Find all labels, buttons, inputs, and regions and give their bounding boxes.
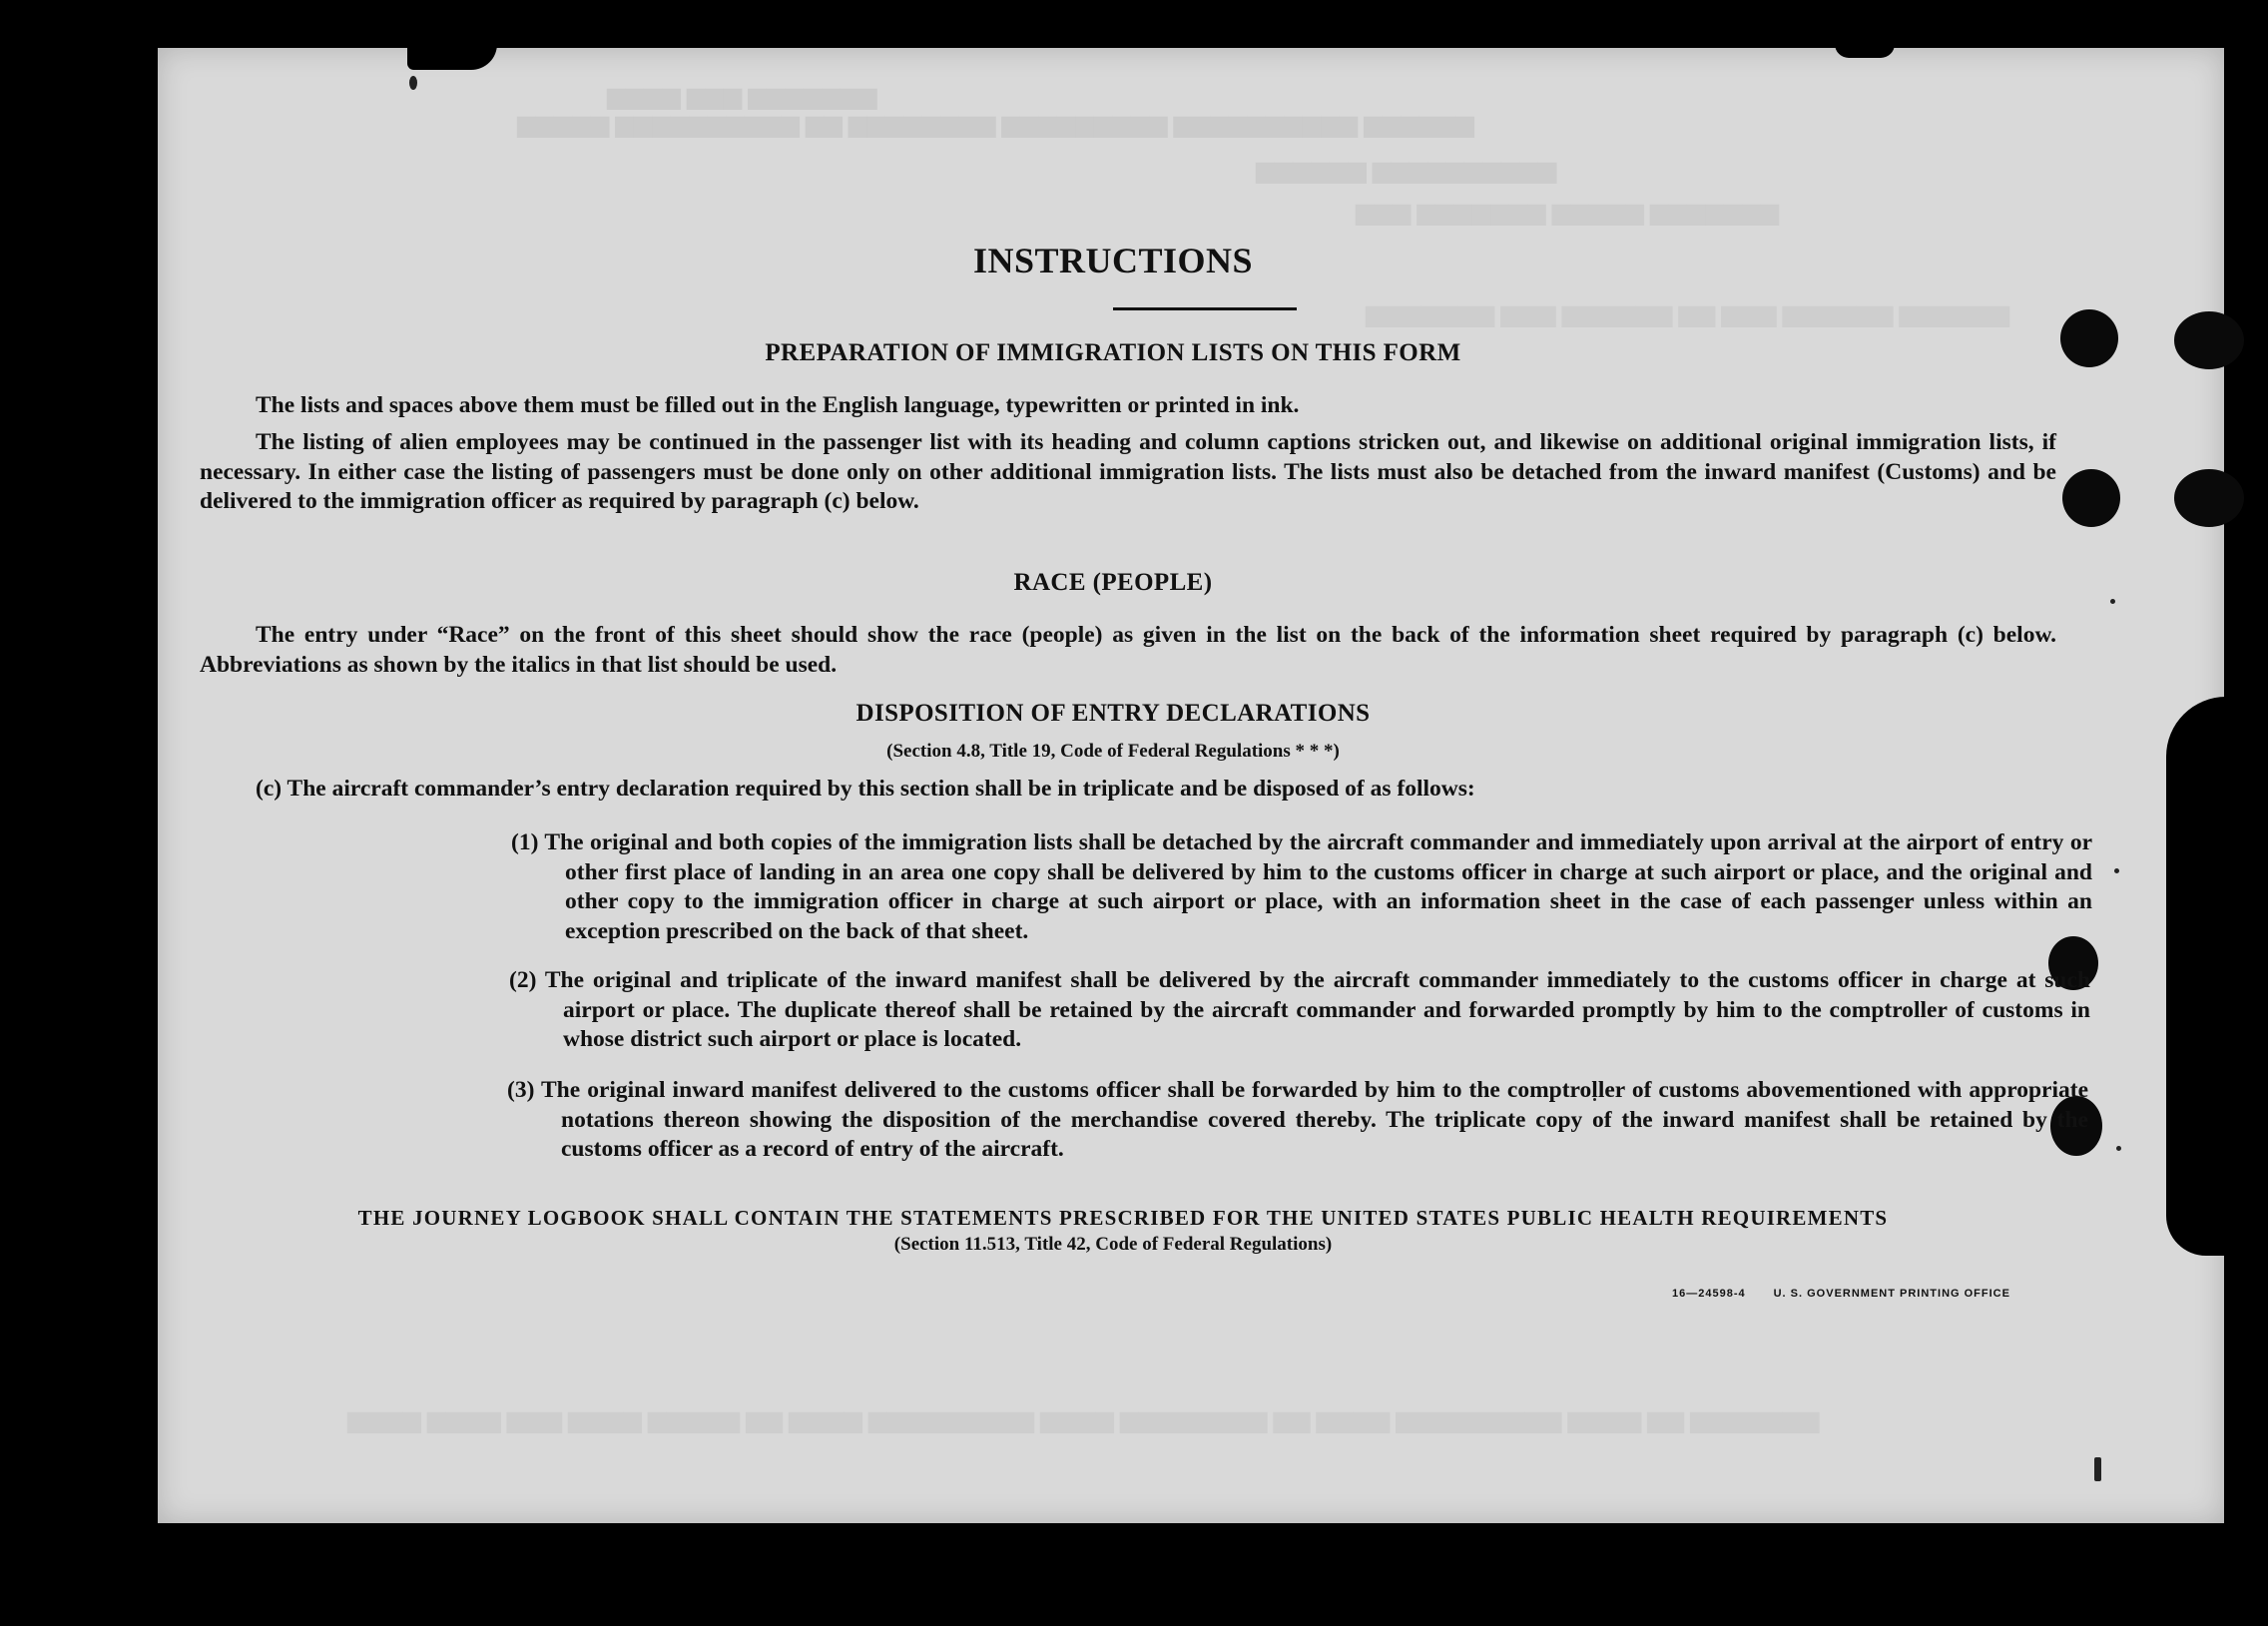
- speck: [2114, 868, 2119, 873]
- speck: [409, 76, 417, 90]
- section-citation: (Section 4.8, Title 19, Code of Federal Regulations * * *): [886, 741, 1340, 762]
- bleed-through-text: ▆▆▆ ▆▆▆▆▆▆▆ ▆▆▆▆▆ ▆▆▆▆▆▆▆: [1356, 200, 1780, 226]
- list-item: (1) The original and both copies of the immigration lists shall be detached by the aircraft commander and immediately upon arrival at the airport of entry or other first place of landing in an area one copy shall be delivered by him to the customs officer in charge at such airport or place, and the original and other copy to the immigration officer in charge at such airport or place, with an information sheet in the case of each passenger unless within an exception prescribed on the back of that sheet.: [511, 829, 2092, 944]
- paragraph: The listing of alien employees may be continued in the passenger list with its heading and column captions stricken out, and likewise on additional original immigration lists, if necessary. In either case the listing of passengers must be done only on other additional immigration lists. The lists must also be detached from the inward manifest (Customs) and be delivered to the immigration officer as required by paragraph (c) below.: [200, 429, 2056, 514]
- bleed-through-text: ▆▆▆▆▆▆ ▆▆▆▆▆▆▆▆▆▆: [1256, 158, 1557, 184]
- speck: [2110, 599, 2115, 604]
- title-underline: [1113, 307, 1297, 310]
- torn-edge: [1835, 44, 1895, 58]
- form-number: 16—24598-4: [1672, 1288, 1746, 1300]
- punch-hole: [2060, 309, 2118, 367]
- speck: [2116, 1146, 2121, 1151]
- paragraph: (c) The aircraft commander’s entry declaration required by this section shall be in triplicate and be disposed of as follows:: [256, 776, 1475, 802]
- section-heading-immigration-lists: PREPARATION OF IMMIGRATION LISTS ON THIS FORM: [765, 339, 1461, 366]
- speck: [2094, 1457, 2101, 1481]
- list-item: (3) The original inward manifest delivered to the customs officer shall be forwarded by him to the comptroller of customs abovementioned with appropriate notations thereon showing the disposition of the merchandise covered thereby. The triplicate copy of the inward manifest shall be retained by the customs officer as a record of entry of the aircraft.: [507, 1077, 2088, 1162]
- page-title: INSTRUCTIONS: [972, 241, 1254, 280]
- torn-edge: [407, 44, 497, 70]
- section-heading-race: RACE (PEOPLE): [1013, 569, 1213, 596]
- bleed-through-text: ▆▆▆▆ ▆▆▆▆ ▆▆▆ ▆▆▆▆ ▆▆▆▆▆ ▆▆ ▆▆▆▆ ▆▆▆▆▆▆▆▆▆ ▆▆▆▆ ▆▆▆▆▆▆▆▆ ▆▆ ▆▆▆▆ ▆▆▆▆▆▆▆▆▆ ▆▆▆▆ ▆▆ ▆▆▆▆▆▆▆: [347, 1407, 1820, 1433]
- punch-hole: [2062, 469, 2120, 527]
- list-item: (2) The original and triplicate of the inward manifest shall be delivered by the aircraft commander immediately to the customs officer in charge at such airport or place. The duplicate thereof shall be retained by the aircraft commander and forwarded promptly by him to the comptroller of customs in whose district such airport or place is located.: [509, 967, 2090, 1052]
- paragraph: The entry under “Race” on the front of this sheet should show the race (people) as given in the list on the back of the information sheet required by paragraph (c) below. Abbreviations as shown by the italics in that list should be used.: [200, 622, 2056, 678]
- printer-name: U. S. GOVERNMENT PRINTING OFFICE: [1773, 1288, 2010, 1300]
- punch-hole: [2174, 469, 2244, 527]
- punch-hole: [2174, 311, 2244, 369]
- bleed-through-text: ▆▆▆▆▆ ▆▆▆▆▆▆▆▆▆▆ ▆▆ ▆▆▆▆▆▆▆▆ ▆▆▆▆▆▆▆▆▆ ▆▆▆▆▆▆▆▆▆▆ ▆▆▆▆▆▆: [517, 112, 1474, 138]
- print-code: [1672, 1288, 2038, 1300]
- paragraph: The lists and spaces above them must be filled out in the English language, typewritten or printed in ink.: [256, 392, 1300, 418]
- footer-citation: (Section 11.513, Title 42, Code of Federal Regulations): [893, 1234, 1333, 1255]
- footer-heading: THE JOURNEY LOGBOOK SHALL CONTAIN THE STATEMENTS PRESCRIBED FOR THE UNITED STATES PUBLIC HEALTH REQUIREMENTS: [357, 1206, 1889, 1230]
- section-heading-disposition: DISPOSITION OF ENTRY DECLARATIONS: [855, 700, 1371, 727]
- torn-edge: [2166, 697, 2236, 1256]
- bleed-through-text: ▆▆▆▆▆▆▆ ▆▆▆ ▆▆▆▆▆▆ ▆▆ ▆▆▆ ▆▆▆▆▆▆ ▆▆▆▆▆▆: [1366, 301, 2010, 327]
- bleed-through-text: ▆▆▆▆ ▆▆▆ ▆▆▆▆▆▆▆: [607, 84, 877, 110]
